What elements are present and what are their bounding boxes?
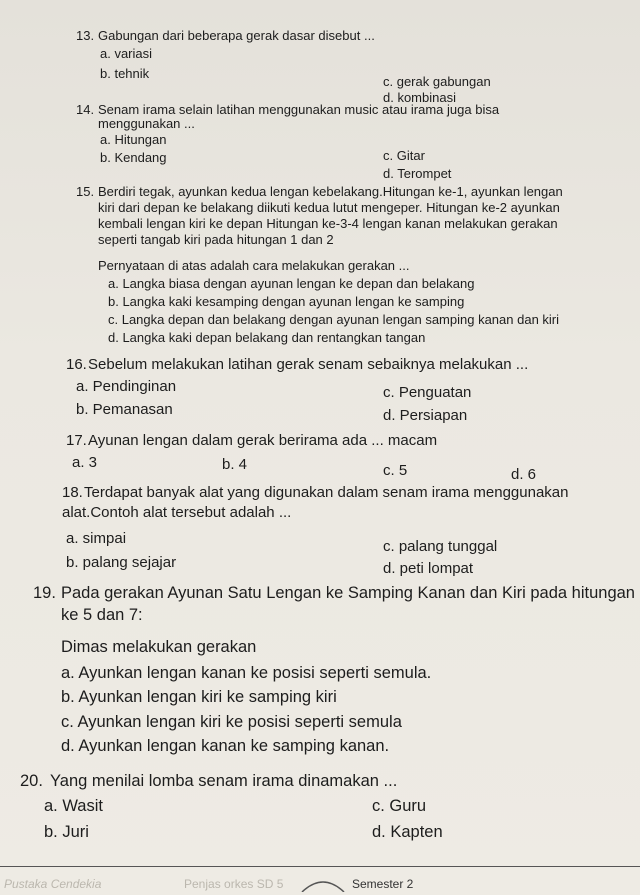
question-text: Berdiri tegak, ayunkan kedua lengan kebelakang.Hitungan ke-1, ayunkan lengan bbox=[98, 184, 563, 199]
question-number: 13. bbox=[76, 28, 95, 43]
footer-publisher: Pustaka Cendekia bbox=[4, 877, 102, 891]
footer-divider bbox=[0, 866, 640, 867]
question-number: 19. bbox=[33, 584, 56, 602]
option-b[interactable]: b. tehnik bbox=[100, 66, 150, 81]
question-text-continued: ke 5 dan 7: bbox=[61, 606, 143, 624]
question-text-continued: kiri dari depan ke belakang diikuti kedua lutut mengeper. Hitungan ke-2 ayunkan bbox=[98, 200, 560, 215]
question-text: Gabungan dari beberapa gerak dasar disebut ... bbox=[98, 28, 375, 43]
option-d[interactable]: d. 6 bbox=[511, 466, 537, 483]
option-a[interactable]: a. Pendinginan bbox=[76, 378, 177, 395]
option-d[interactable]: d. Terompet bbox=[383, 166, 452, 181]
option-b[interactable]: b. 4 bbox=[222, 456, 248, 473]
question-18 bbox=[62, 484, 568, 501]
option-a[interactable]: a. 3 bbox=[72, 454, 98, 471]
question-text-continued: menggunakan ... bbox=[98, 116, 195, 131]
option-b[interactable]: b. Kendang bbox=[100, 150, 167, 165]
question-20 bbox=[20, 772, 397, 791]
question-prompt: Dimas melakukan gerakan bbox=[61, 638, 257, 656]
option-b[interactable]: b. Ayunkan lengan kiri ke samping kiri bbox=[61, 688, 337, 706]
option-c[interactable]: c. Ayunkan lengan kiri ke posisi seperti semula bbox=[61, 713, 402, 731]
option-c[interactable]: c. palang tunggal bbox=[383, 538, 498, 555]
option-c[interactable]: c. gerak gabungan bbox=[383, 74, 491, 89]
option-a[interactable]: a. variasi bbox=[100, 46, 153, 61]
option-c[interactable]: c. Gitar bbox=[383, 148, 425, 163]
question-text: Senam irama selain latihan menggunakan music atau irama juga bisa bbox=[98, 102, 500, 117]
option-a[interactable]: a. Langka biasa dengan ayunan lengan ke depan dan belakang bbox=[108, 276, 475, 291]
option-d[interactable]: d. Kapten bbox=[372, 823, 443, 841]
question-number: 20. bbox=[20, 772, 43, 790]
option-b[interactable]: b. Pemanasan bbox=[76, 401, 173, 418]
option-d[interactable]: d. Persiapan bbox=[383, 407, 468, 424]
question-prompt: Pernyataan di atas adalah cara melakukan gerakan ... bbox=[98, 258, 410, 273]
option-d[interactable]: d. Ayunkan lengan kanan ke samping kanan. bbox=[61, 737, 390, 755]
question-17 bbox=[66, 432, 437, 449]
option-b[interactable]: b. Langka kaki kesamping dengan ayunan lengan ke samping bbox=[108, 294, 465, 309]
option-b[interactable]: b. palang sejajar bbox=[66, 554, 177, 571]
option-d[interactable]: d. kombinasi bbox=[383, 90, 456, 105]
question-number: 15. bbox=[76, 184, 95, 199]
question-text: Terdapat banyak alat yang digunakan dalam senam irama menggunakan bbox=[84, 484, 569, 501]
footer-arc-icon bbox=[300, 870, 346, 892]
question-text: Yang menilai lomba senam irama dinamakan ... bbox=[50, 772, 398, 790]
option-c[interactable]: c. Langka depan dan belakang dengan ayunan lengan samping kanan dan kiri bbox=[108, 312, 560, 327]
option-d[interactable]: d. peti lompat bbox=[383, 560, 474, 577]
question-number: 17. bbox=[66, 432, 87, 449]
option-c[interactable]: c. Guru bbox=[372, 797, 427, 815]
question-number: 18. bbox=[62, 484, 83, 501]
question-text-continued: seperti tangab kiri pada hitungan 1 dan 2 bbox=[98, 232, 334, 247]
question-16 bbox=[66, 356, 528, 373]
option-a[interactable]: a. Ayunkan lengan kanan ke posisi seperti semula. bbox=[61, 664, 432, 682]
footer-subject: Penjas orkes SD 5 bbox=[184, 877, 284, 891]
option-b[interactable]: b. Juri bbox=[44, 823, 89, 841]
question-text: Ayunan lengan dalam gerak berirama ada ... macam bbox=[88, 432, 438, 449]
option-c[interactable]: c. Penguatan bbox=[383, 384, 472, 401]
question-19 bbox=[33, 584, 635, 603]
question-13 bbox=[76, 28, 375, 43]
option-c[interactable]: c. 5 bbox=[383, 462, 408, 479]
question-text-continued: kembali lengan kiri ke depan Hitungan ke-3-4 lengan kanan melakukan gerakan bbox=[98, 216, 558, 231]
footer-semester: Semester 2 bbox=[352, 877, 414, 891]
option-a[interactable]: a. Wasit bbox=[44, 797, 103, 815]
question-number: 16. bbox=[66, 356, 87, 373]
option-a[interactable]: a. simpai bbox=[66, 530, 127, 547]
question-text: Sebelum melakukan latihan gerak senam sebaiknya melakukan ... bbox=[88, 356, 529, 373]
question-text: Pada gerakan Ayunan Satu Lengan ke Samping Kanan dan Kiri pada hitungan bbox=[61, 584, 635, 602]
option-d[interactable]: d. Langka kaki depan belakang dan rentangkan tangan bbox=[108, 330, 426, 345]
option-a[interactable]: a. Hitungan bbox=[100, 132, 167, 147]
question-text-continued: alat.Contoh alat tersebut adalah ... bbox=[62, 504, 292, 521]
question-14 bbox=[76, 102, 499, 117]
question-15 bbox=[76, 184, 563, 199]
question-number: 14. bbox=[76, 102, 95, 117]
